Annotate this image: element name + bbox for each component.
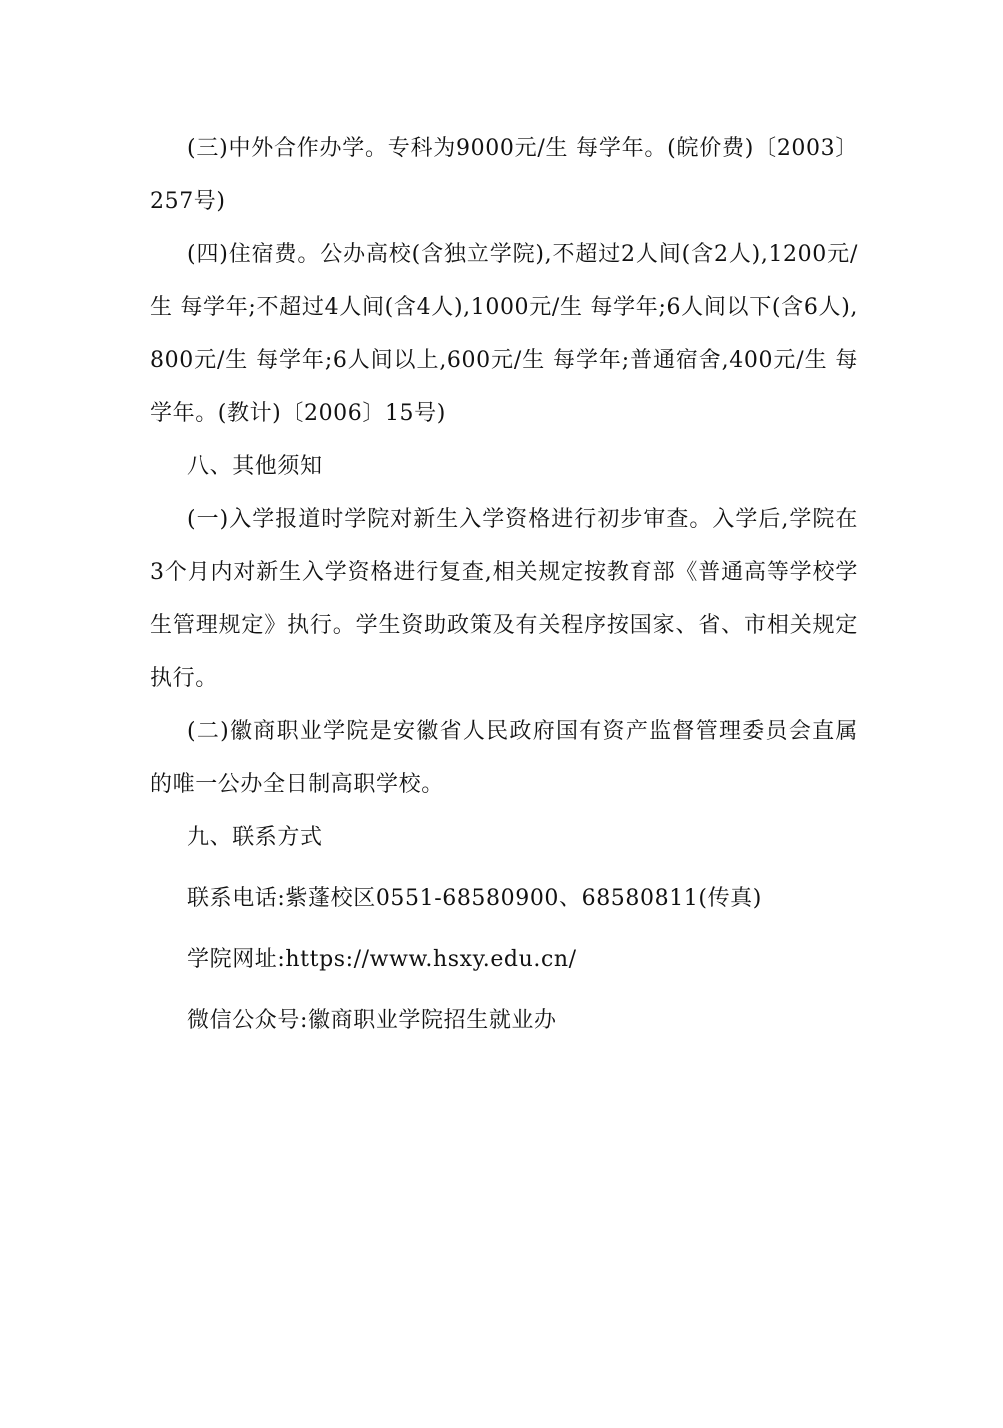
paragraph-tuition-sino-foreign: (三)中外合作办学。专科为9000元/生 每学年。(皖价费)〔2003〕257号) <box>150 136 858 214</box>
contact-phone: 联系电话:紫蓬校区0551-68580900、68580811(传真) <box>187 886 762 911</box>
document-body <box>150 122 858 1047</box>
contact-website: 学院网址:https://www.hsxy.edu.cn/ <box>187 947 577 972</box>
paragraph-college-status: (二)徽商职业学院是安徽省人民政府国有资产监督管理委员会直属的唯一公办全日制高职学校。 <box>150 719 858 797</box>
paragraph-admission-review: (一)入学报道时学院对新生入学资格进行初步审查。入学后,学院在3个月内对新生入学资格进行复查,相关规定按教育部《普通高等学校学生管理规定》执行。学生资助政策及有关程序按国家、省、市相关规定执行。 <box>150 507 858 691</box>
paragraph-accommodation-fee: (四)住宿费。公办高校(含独立学院),不超过2人间(含2人),1200元/生 每学年;不超过4人间(含4人),1000元/生 每学年;6人间以下(含6人),800元/生 每学年;6人间以上,600元/生 每学年;普通宿舍,400元/生 每学年。(教计)〔2006〕15号) <box>150 242 858 426</box>
section-heading-other-notes: 八、其他须知 <box>187 454 323 479</box>
contact-wechat: 微信公众号:徽商职业学院招生就业办 <box>187 1008 557 1033</box>
section-heading-contact: 九、联系方式 <box>187 825 323 850</box>
